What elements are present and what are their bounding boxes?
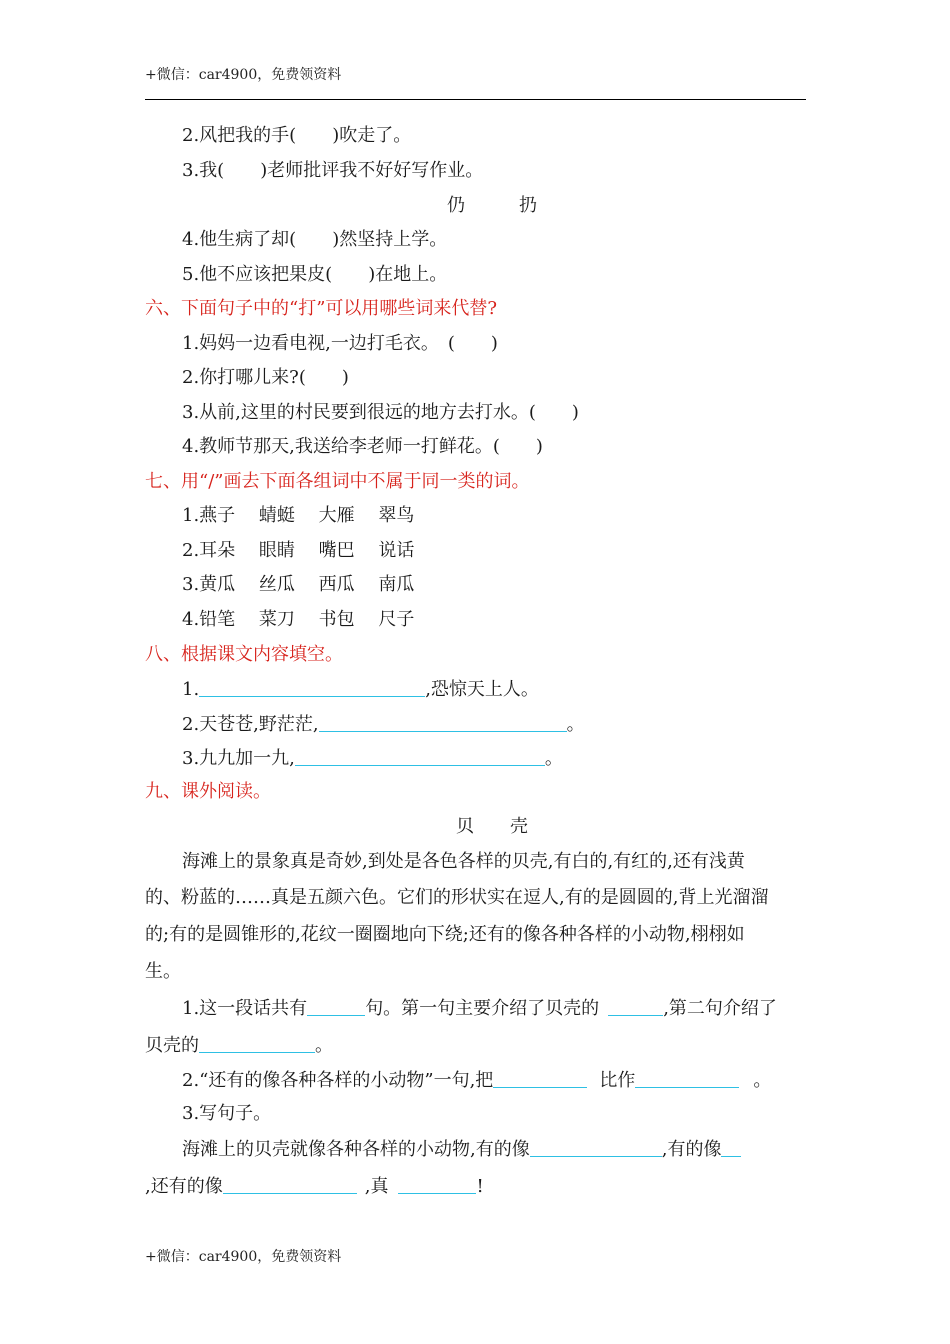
sec6-question-2: 2.你打哪儿来?( ): [182, 367, 349, 388]
fill-blank[interactable]: [307, 997, 365, 1016]
sentence-text: ,有的像: [661, 1139, 722, 1160]
sec5-question-3: 3.我( )老师批评我不好好写作业。: [182, 160, 484, 181]
sec6-question-4: 4.教师节那天,我送给李老师一打鲜花。( ): [182, 436, 543, 457]
page-header-watermark: +微信：car4900，免费领资料: [145, 67, 342, 83]
q1-text: 贝壳的: [145, 1035, 199, 1056]
section-6-title: 六、下面句子中的“打”可以用哪些词来代替?: [145, 298, 498, 319]
passage-line: 的、粉蓝的……真是五颜六色。它们的形状实在逗人,有的是圆圆的,背上光溜溜: [145, 887, 769, 908]
sec8-question-2: [182, 713, 585, 736]
passage-line: 的;有的是圆锥形的,花纹一圈圈地向下绕;还有的像各种各样的小动物,栩栩如: [145, 924, 745, 945]
fill-blank[interactable]: [398, 1175, 476, 1194]
section-7-title: 七、用“/”画去下面各组词中不属于同一类的词。: [145, 471, 530, 492]
sentence-text: ,还有的像: [145, 1176, 223, 1197]
sec9-sentence-line-1: [182, 1138, 741, 1161]
sec9-question-2: [182, 1069, 771, 1092]
fill-blank[interactable]: [199, 1034, 315, 1053]
fill-blank[interactable]: [635, 1069, 739, 1088]
fill-blank[interactable]: [493, 1069, 587, 1088]
fill-blank[interactable]: [199, 678, 425, 697]
sec7-word-row: 2.耳朵 眼睛 嘴巴 说话: [182, 540, 415, 561]
sec7-word-row: 4.铅笔 菜刀 书包 尺子: [182, 609, 415, 630]
q2-text: 2.“还有的像各种各样的小动物”一句,把: [182, 1070, 494, 1091]
sentence-text: ,真: [364, 1176, 389, 1197]
sec5-question-5: 5.他不应该把果皮( )在地上。: [182, 264, 448, 285]
q1-text: 1.这一段话共有: [182, 998, 308, 1019]
sec8-q3-head: 3.九九加一九,: [182, 748, 295, 769]
sec8-question-3: [182, 747, 563, 770]
fill-blank[interactable]: [223, 1175, 357, 1194]
sec8-question-1: [182, 678, 539, 701]
q2-text: 比作: [599, 1070, 636, 1091]
sentence-text: 海滩上的贝壳就像各种各样的小动物,有的像: [182, 1139, 530, 1160]
sec9-question-1: [182, 997, 777, 1020]
sec8-q3-tail: 。: [544, 748, 563, 769]
sec8-q2-tail: 。: [566, 714, 585, 735]
passage-title: 贝 壳: [456, 816, 528, 837]
passage-line: 海滩上的景象真是奇妙,到处是各色各样的贝壳,有白的,有红的,还有浅黄: [182, 851, 745, 872]
fill-blank[interactable]: [295, 747, 545, 766]
fill-blank[interactable]: [721, 1138, 741, 1157]
sec5-word-pair: 仍 扔: [447, 195, 537, 216]
header-divider: [145, 99, 806, 100]
sec6-question-3: 3.从前,这里的村民要到很远的地方去打水。( ): [182, 402, 579, 423]
q2-text: 。: [753, 1070, 772, 1091]
sec9-question-3: 3.写句子。: [182, 1103, 272, 1124]
sentence-text: !: [476, 1176, 484, 1197]
sec8-q1-number: 1.: [182, 679, 200, 700]
q1-text: 。: [315, 1035, 333, 1056]
sec6-question-1: 1.妈妈一边看电视,一边打毛衣。 ( ): [182, 333, 498, 354]
q1-text: ,第二句介绍了: [663, 998, 777, 1019]
fill-blank[interactable]: [319, 713, 567, 732]
sec9-question-1-cont: [145, 1034, 333, 1057]
sec9-sentence-line-2: [145, 1175, 484, 1198]
page-footer-watermark: +微信：car4900，免费领资料: [145, 1249, 342, 1265]
sec5-question-2: 2.风把我的手( )吹走了。: [182, 125, 412, 146]
fill-blank[interactable]: [530, 1138, 662, 1157]
section-9-title: 九、课外阅读。: [145, 781, 271, 802]
passage-line: 生。: [145, 961, 181, 982]
q1-text: 句。第一句主要介绍了贝壳的: [365, 998, 600, 1019]
sec8-q1-tail: ,恐惊天上人。: [425, 679, 539, 700]
sec5-question-4: 4.他生病了却( )然坚持上学。: [182, 229, 448, 250]
sec8-q2-head: 2.天苍苍,野茫茫,: [182, 714, 319, 735]
section-8-title: 八、根据课文内容填空。: [145, 644, 343, 665]
sec7-word-row: 1.燕子 蜻蜓 大雁 翠鸟: [182, 505, 415, 526]
sec7-word-row: 3.黄瓜 丝瓜 西瓜 南瓜: [182, 574, 415, 595]
fill-blank[interactable]: [608, 997, 663, 1016]
